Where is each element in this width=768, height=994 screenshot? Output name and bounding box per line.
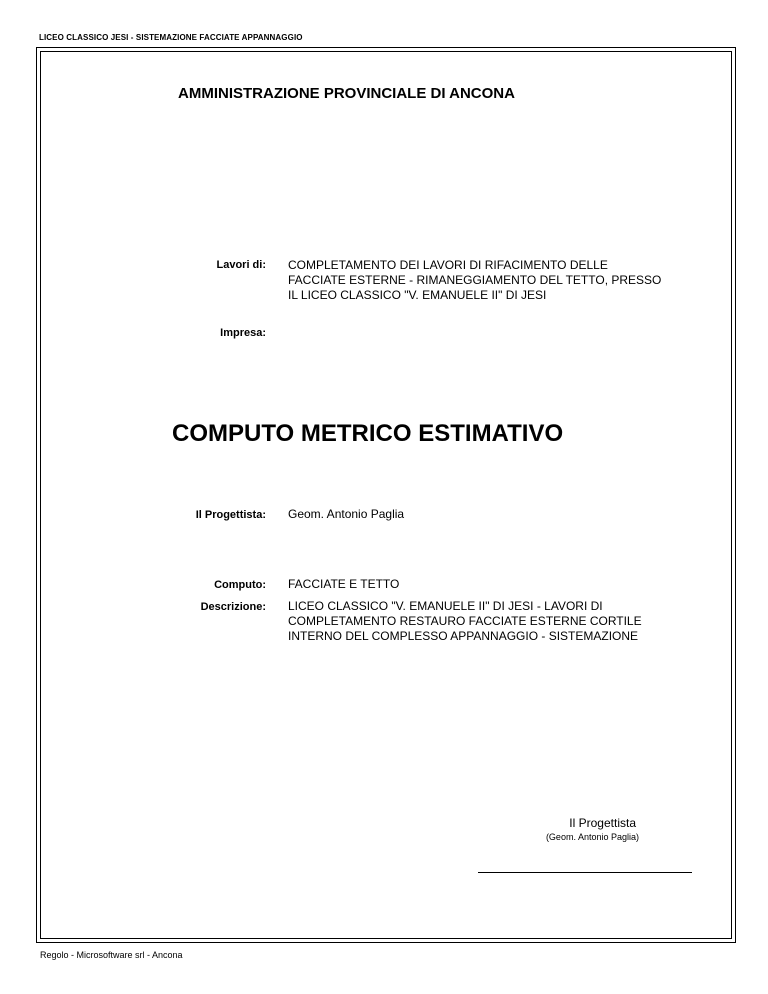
lavori-line: IL LICEO CLASSICO "V. EMANUELE II" DI JESI (288, 288, 547, 302)
running-header: LICEO CLASSICO JESI - SISTEMAZIONE FACCIATE APPANNAGGIO (39, 33, 303, 42)
descrizione-line: INTERNO DEL COMPLESSO APPANNAGGIO - SISTEMAZIONE (288, 629, 639, 643)
page-frame-inner (40, 51, 732, 939)
signature-line (478, 872, 692, 873)
signature-title: Il Progettista (569, 816, 636, 830)
lavori-line: COMPLETAMENTO DEI LAVORI DI RIFACIMENTO DELLE (288, 258, 608, 272)
administration-title: AMMINISTRAZIONE PROVINCIALE DI ANCONA (178, 85, 515, 102)
descrizione-label: Descrizione: (200, 601, 266, 613)
descrizione-line: COMPLETAMENTO RESTAURO FACCIATE ESTERNE CORTILE (288, 614, 642, 628)
computo-value: FACCIATE E TETTO (288, 577, 400, 591)
progettista-value: Geom. Antonio Paglia (288, 507, 405, 521)
signature-name: (Geom. Antonio Paglia) (545, 832, 639, 842)
lavori-value (288, 258, 708, 303)
document-title: COMPUTO METRICO ESTIMATIVO (172, 420, 564, 447)
progettista-label: Il Progettista: (195, 509, 266, 521)
descrizione-value (288, 599, 708, 644)
descrizione-line: LICEO CLASSICO "V. EMANUELE II" DI JESI - LAVORI DI (288, 599, 603, 613)
lavori-line: FACCIATE ESTERNE - RIMANEGGIAMENTO DEL TETTO, PRESSO (288, 273, 662, 287)
lavori-label: Lavori di: (216, 259, 266, 271)
impresa-label: Impresa: (220, 327, 266, 339)
footer-software: Regolo - Microsoftware srl - Ancona (40, 950, 183, 960)
computo-label: Computo: (214, 579, 266, 591)
